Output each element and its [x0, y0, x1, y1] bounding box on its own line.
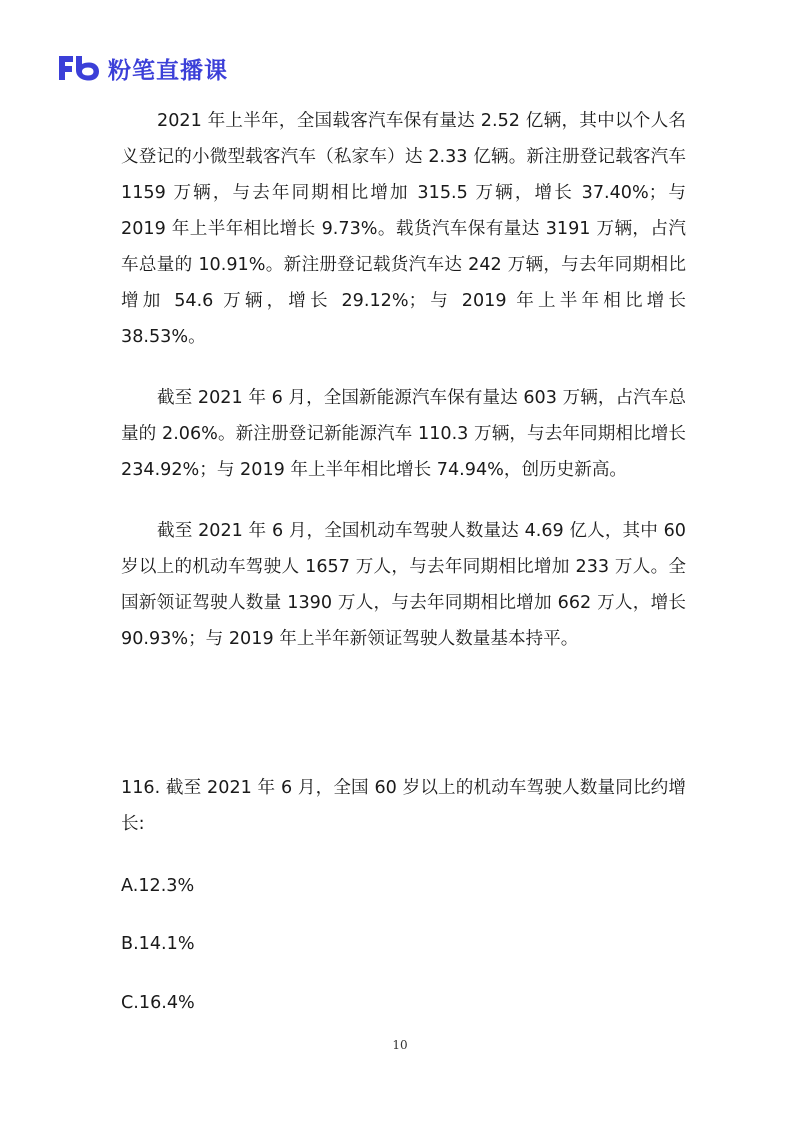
- passage: [121, 103, 686, 657]
- passage-paragraph: 截至 2021 年 6 月，全国机动车驾驶人数量达 4.69 亿人，其中 60 岁以上的机动车驾驶人 1657 万人，与去年同期相比增加 233 万人。全国新领证驾驶人数量 1390 万人，与去年同期相比增加 662 万人，增长 90.93%；与 2019 年上半年新领证驾驶人数量基本持平。: [121, 521, 686, 649]
- passage-paragraph: 2021 年上半年，全国载客汽车保有量达 2.52 亿辆，其中以个人名义登记的小微型载客汽车（私家车）达 2.33 亿辆。新注册登记载客汽车 1159 万辆，与去年同期相比增加 315.5 万辆，增长 37.40%；与 2019 年上半年相比增长 9.73%。载货汽车保有量达 3191 万辆，占汽车总量的 10.91%。新注册登记载货汽车达 242 万辆，与去年同期相比增加 54.6 万辆，增长 29.12%；与 2019 年上半年相比增长 38.53%。: [121, 111, 686, 347]
- page-number: 10: [392, 1038, 408, 1052]
- fb-logo-icon: [56, 53, 102, 83]
- option-c: C.16.4%: [121, 993, 195, 1013]
- question-text: 116. 截至 2021 年 6 月，全国 60 岁以上的机动车驾驶人数量同比约增长:: [121, 778, 686, 834]
- brand-name: 粉笔直播课: [108, 57, 228, 84]
- option-b: B.14.1%: [121, 934, 195, 954]
- option-a: A.12.3%: [121, 876, 195, 896]
- header: [56, 50, 228, 86]
- passage-paragraph: 截至 2021 年 6 月，全国新能源汽车保有量达 603 万辆，占汽车总量的 2.06%。新注册登记新能源汽车 110.3 万辆，与去年同期相比增长 234.92%；与 2019 年上半年相比增长 74.94%，创历史新高。: [121, 388, 686, 480]
